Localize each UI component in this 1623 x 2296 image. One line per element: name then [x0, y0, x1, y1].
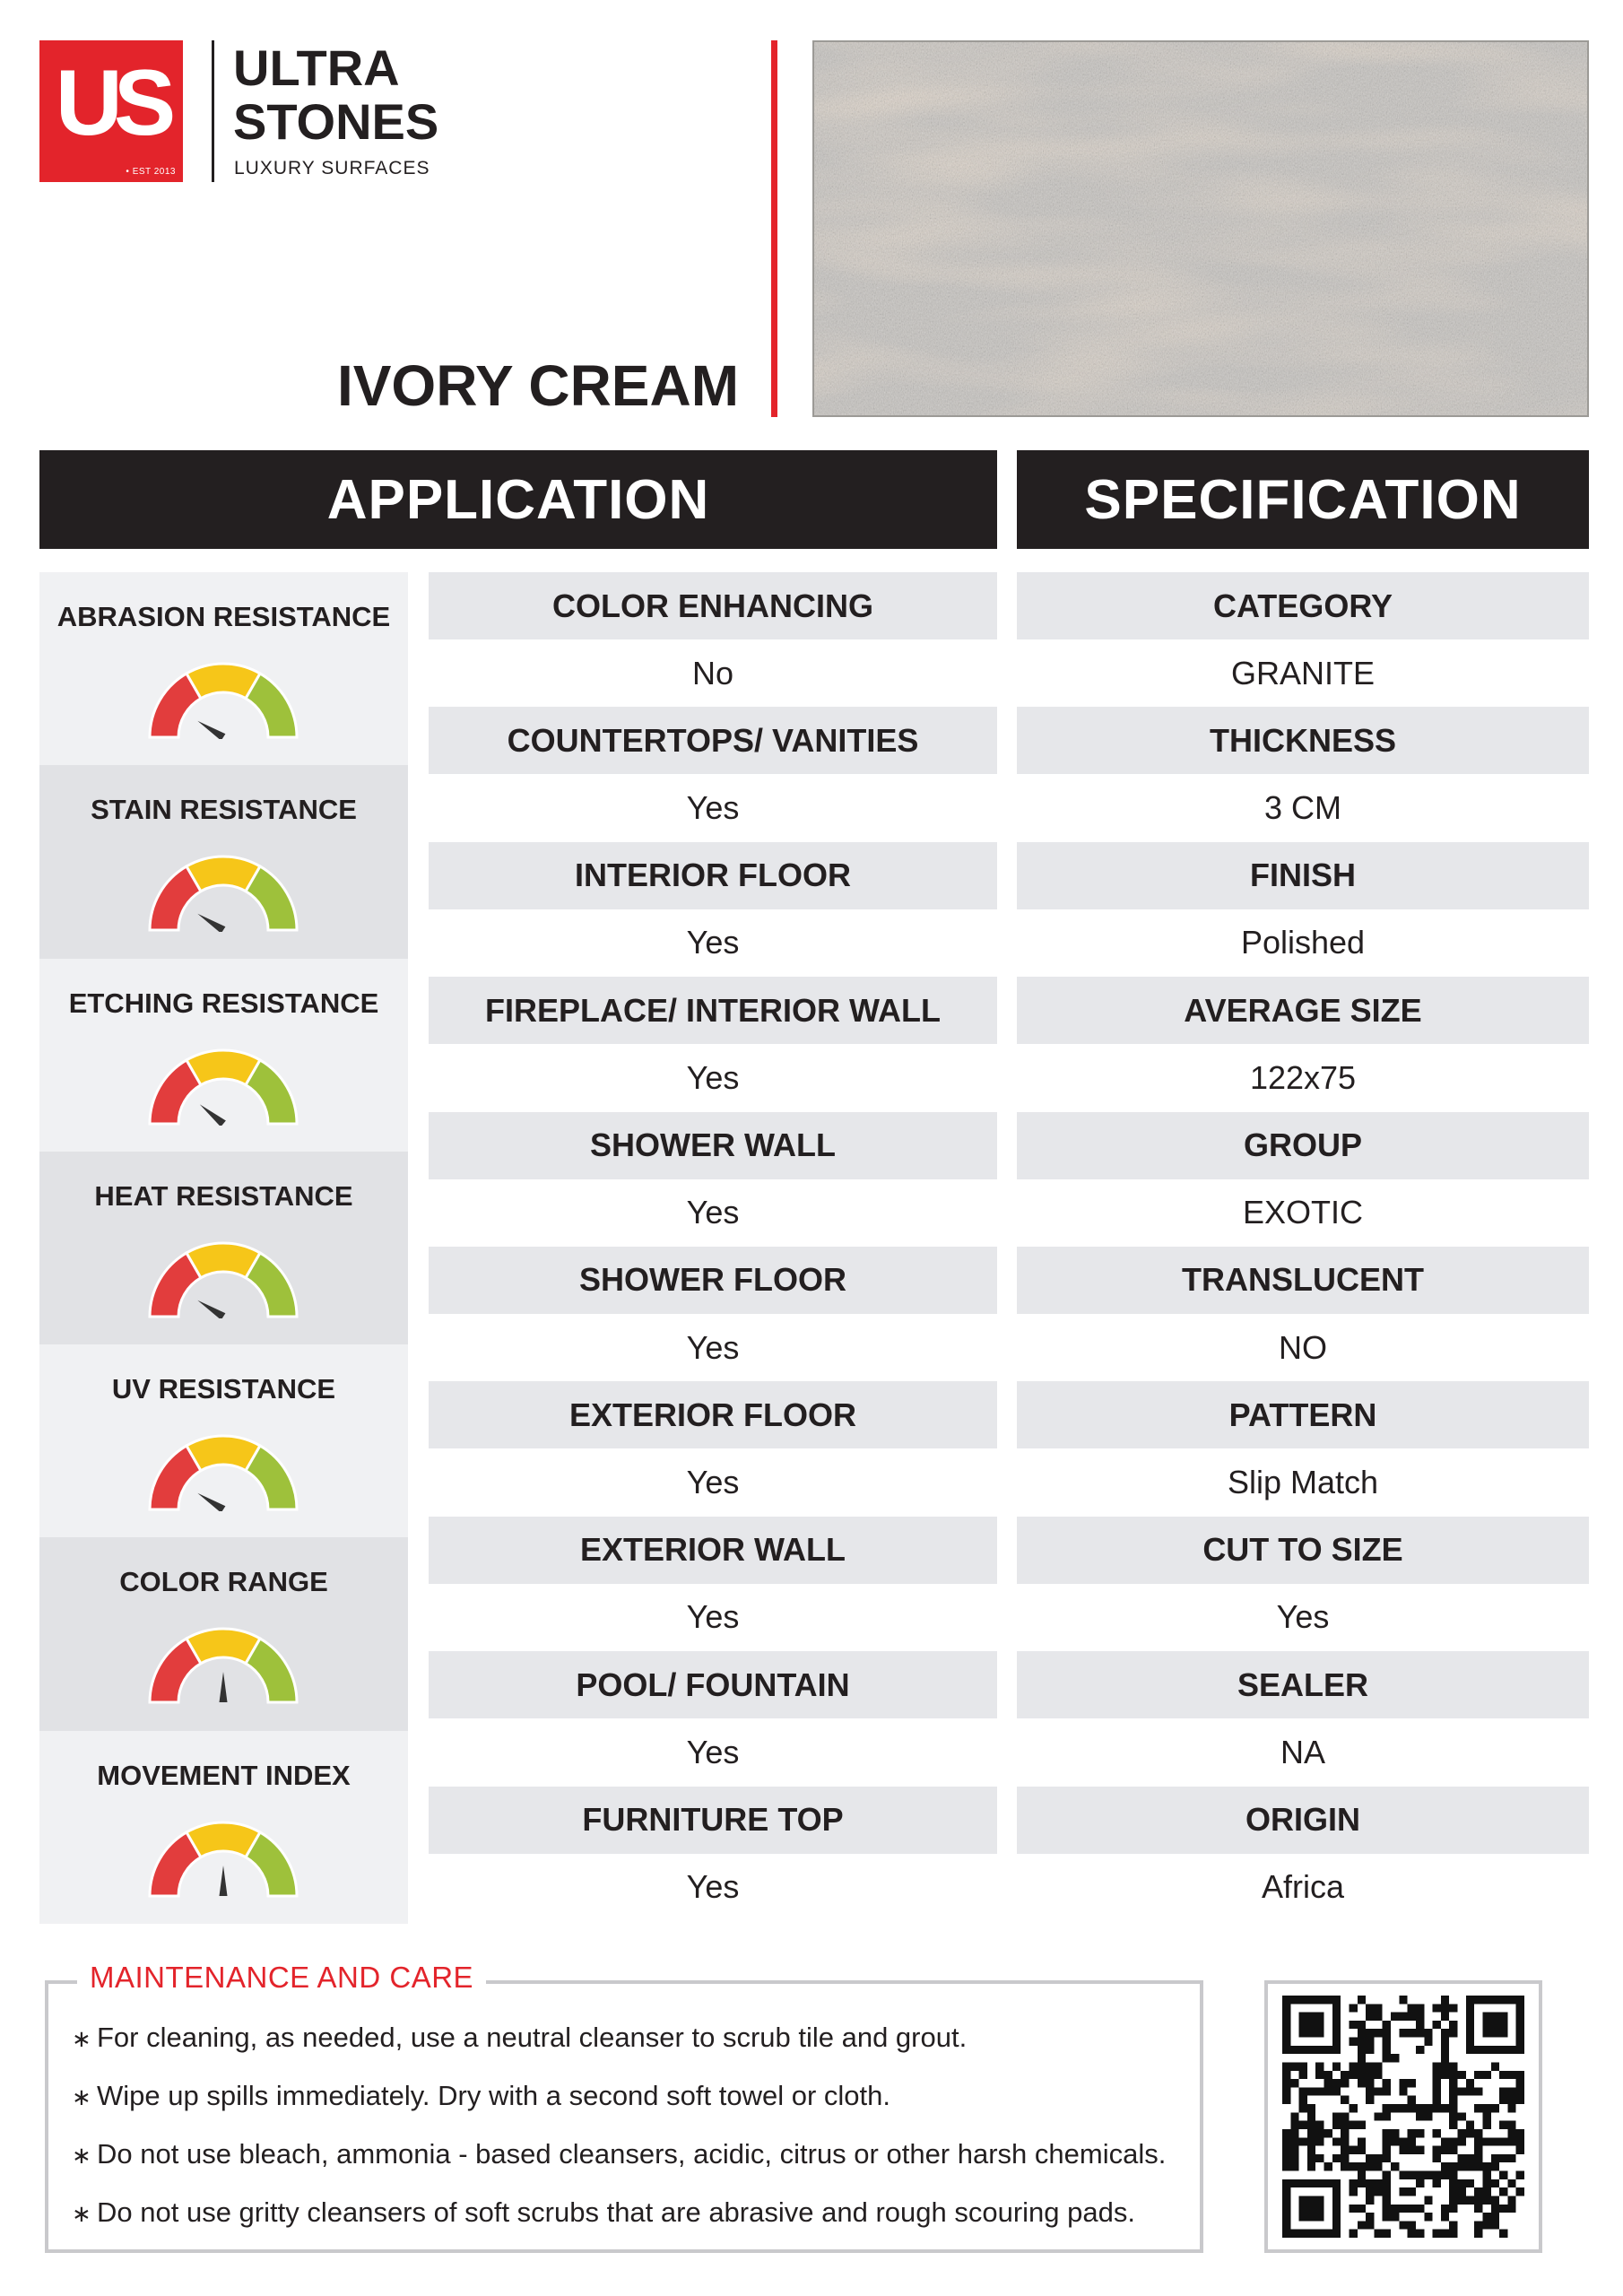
specification-row-label: ORIGIN — [1017, 1787, 1589, 1854]
specification-row-value: Slip Match — [1227, 1464, 1379, 1501]
specification-row-label: TRANSLUCENT — [1017, 1247, 1589, 1314]
specification-row-label: THICKNESS — [1017, 707, 1589, 774]
specification-row-value: NO — [1279, 1328, 1327, 1366]
application-row-value: Yes — [686, 1598, 740, 1636]
bullet-asterisk-icon: ∗ — [72, 2025, 91, 2052]
specification-row-value: Yes — [1276, 1598, 1330, 1636]
application-row-label: FURNITURE TOP — [429, 1787, 997, 1854]
gauge-needle — [197, 721, 225, 739]
gauge-label: ETCHING RESISTANCE — [68, 987, 379, 1019]
resistance-gauges — [39, 572, 408, 1924]
gauge-cell — [39, 1537, 408, 1730]
application-row-label: SHOWER WALL — [429, 1112, 997, 1179]
maintenance-item-text: Wipe up spills immediately. Dry with a second soft towel or cloth. — [97, 2080, 890, 2111]
application-row-label: POOL/ FOUNTAIN — [429, 1651, 997, 1718]
gauge-needle — [197, 914, 225, 932]
application-row-label: EXTERIOR WALL — [429, 1517, 997, 1584]
application-row-label: SHOWER FLOOR — [429, 1247, 997, 1314]
specification-row-value: EXOTIC — [1242, 1194, 1363, 1231]
maintenance-item — [72, 2196, 1182, 2255]
bullet-asterisk-icon: ∗ — [72, 2142, 91, 2169]
maintenance-box — [45, 1961, 1203, 2253]
specification-row-label: CATEGORY — [1017, 572, 1589, 639]
brand-monogram: US — [55, 51, 168, 155]
gauge-meter-icon — [147, 1627, 299, 1704]
application-row-label: INTERIOR FLOOR — [429, 842, 997, 909]
brand-name-line1: ULTRA — [233, 39, 400, 96]
gauge-cell — [39, 1152, 408, 1344]
gauge-label: COLOR RANGE — [119, 1566, 328, 1598]
specification-row-value: Africa — [1261, 1868, 1345, 1906]
application-row-label: COLOR ENHANCING — [429, 572, 997, 639]
maintenance-title: MAINTENANCE AND CARE — [77, 1961, 486, 1995]
maintenance-item-text: Do not use gritty cleansers of soft scrubs that are abrasive and rough scouring pads. — [97, 2196, 1135, 2228]
specification-row-value: 3 CM — [1263, 789, 1341, 827]
qr-code-image — [1282, 1996, 1524, 2238]
specification-row-label: AVERAGE SIZE — [1017, 977, 1589, 1044]
maintenance-item — [72, 2138, 1182, 2196]
gauge-label: ABRASION RESISTANCE — [56, 601, 391, 632]
application-row-value: Yes — [686, 1464, 740, 1501]
title-accent-rule — [771, 40, 777, 417]
maintenance-list — [72, 2022, 1182, 2255]
qr-code[interactable] — [1264, 1980, 1542, 2253]
application-row-label: EXTERIOR FLOOR — [429, 1381, 997, 1448]
gauge-needle — [200, 1104, 226, 1126]
gauge-cell — [39, 1344, 408, 1537]
gauge-cell — [39, 572, 408, 765]
gauge-meter-icon — [147, 1241, 299, 1318]
brand-tagline: LUXURY SURFACES — [234, 158, 430, 178]
specification-row-label: PATTERN — [1017, 1381, 1589, 1448]
logo-divider — [212, 40, 214, 182]
specification-row-label: GROUP — [1017, 1112, 1589, 1179]
specification-header: SPECIFICATION — [1017, 450, 1589, 549]
application-header: APPLICATION — [39, 450, 997, 549]
product-title: IVORY CREAM — [336, 353, 739, 418]
gauge-meter-icon — [147, 1821, 299, 1898]
specification-row-label: FINISH — [1017, 842, 1589, 909]
maintenance-item — [72, 2080, 1182, 2138]
stone-sample-image — [812, 40, 1589, 417]
gauge-needle — [220, 1866, 228, 1896]
gauge-label: HEAT RESISTANCE — [94, 1179, 353, 1212]
gauge-label: UV RESISTANCE — [111, 1373, 336, 1405]
application-row-value: Yes — [686, 1868, 740, 1906]
maintenance-item — [72, 2022, 1182, 2080]
application-row-value: Yes — [686, 1194, 740, 1231]
gauge-cell — [39, 1731, 408, 1924]
gauge-label: MOVEMENT INDEX — [97, 1759, 351, 1791]
specification-row-value: NA — [1280, 1733, 1325, 1770]
gauge-label: STAIN RESISTANCE — [91, 794, 357, 826]
bullet-asterisk-icon: ∗ — [72, 2083, 91, 2110]
application-row-value: Yes — [686, 924, 740, 961]
specification-row-value: GRANITE — [1230, 654, 1375, 691]
gauge-meter-icon — [147, 1434, 299, 1511]
specification-row-value: Polished — [1240, 924, 1366, 961]
specification-row-label: SEALER — [1017, 1651, 1589, 1718]
specification-table — [1017, 572, 1589, 1921]
application-row-value: Yes — [686, 789, 740, 827]
application-table — [429, 572, 997, 1921]
application-row-value: Yes — [686, 1058, 740, 1096]
brand-logo-mark — [39, 40, 183, 182]
maintenance-item-text: For cleaning, as needed, use a neutral cleanser to scrub tile and grout. — [97, 2022, 968, 2053]
gauge-cell — [39, 765, 408, 958]
gauge-needle — [220, 1672, 228, 1702]
gauge-meter-icon — [147, 1048, 299, 1126]
brand-name-line2: STONES — [233, 93, 439, 150]
maintenance-item-text: Do not use bleach, ammonia - based cleansers, acidic, citrus or other harsh chemicals. — [97, 2138, 1167, 2170]
bullet-asterisk-icon: ∗ — [72, 2200, 91, 2227]
application-row-label: COUNTERTOPS/ VANITIES — [429, 707, 997, 774]
gauge-meter-icon — [147, 855, 299, 932]
gauge-meter-icon — [147, 662, 299, 739]
specification-row-label: CUT TO SIZE — [1017, 1517, 1589, 1584]
application-row-label: FIREPLACE/ INTERIOR WALL — [429, 977, 997, 1044]
application-row-value: Yes — [686, 1733, 740, 1770]
application-row-value: No — [691, 654, 734, 691]
gauge-needle — [197, 1493, 225, 1511]
specification-row-value: 122x75 — [1249, 1058, 1357, 1096]
gauge-needle — [197, 1300, 225, 1318]
application-row-value: Yes — [686, 1328, 740, 1366]
brand-established: • EST 2013 — [126, 167, 176, 177]
gauge-cell — [39, 959, 408, 1152]
